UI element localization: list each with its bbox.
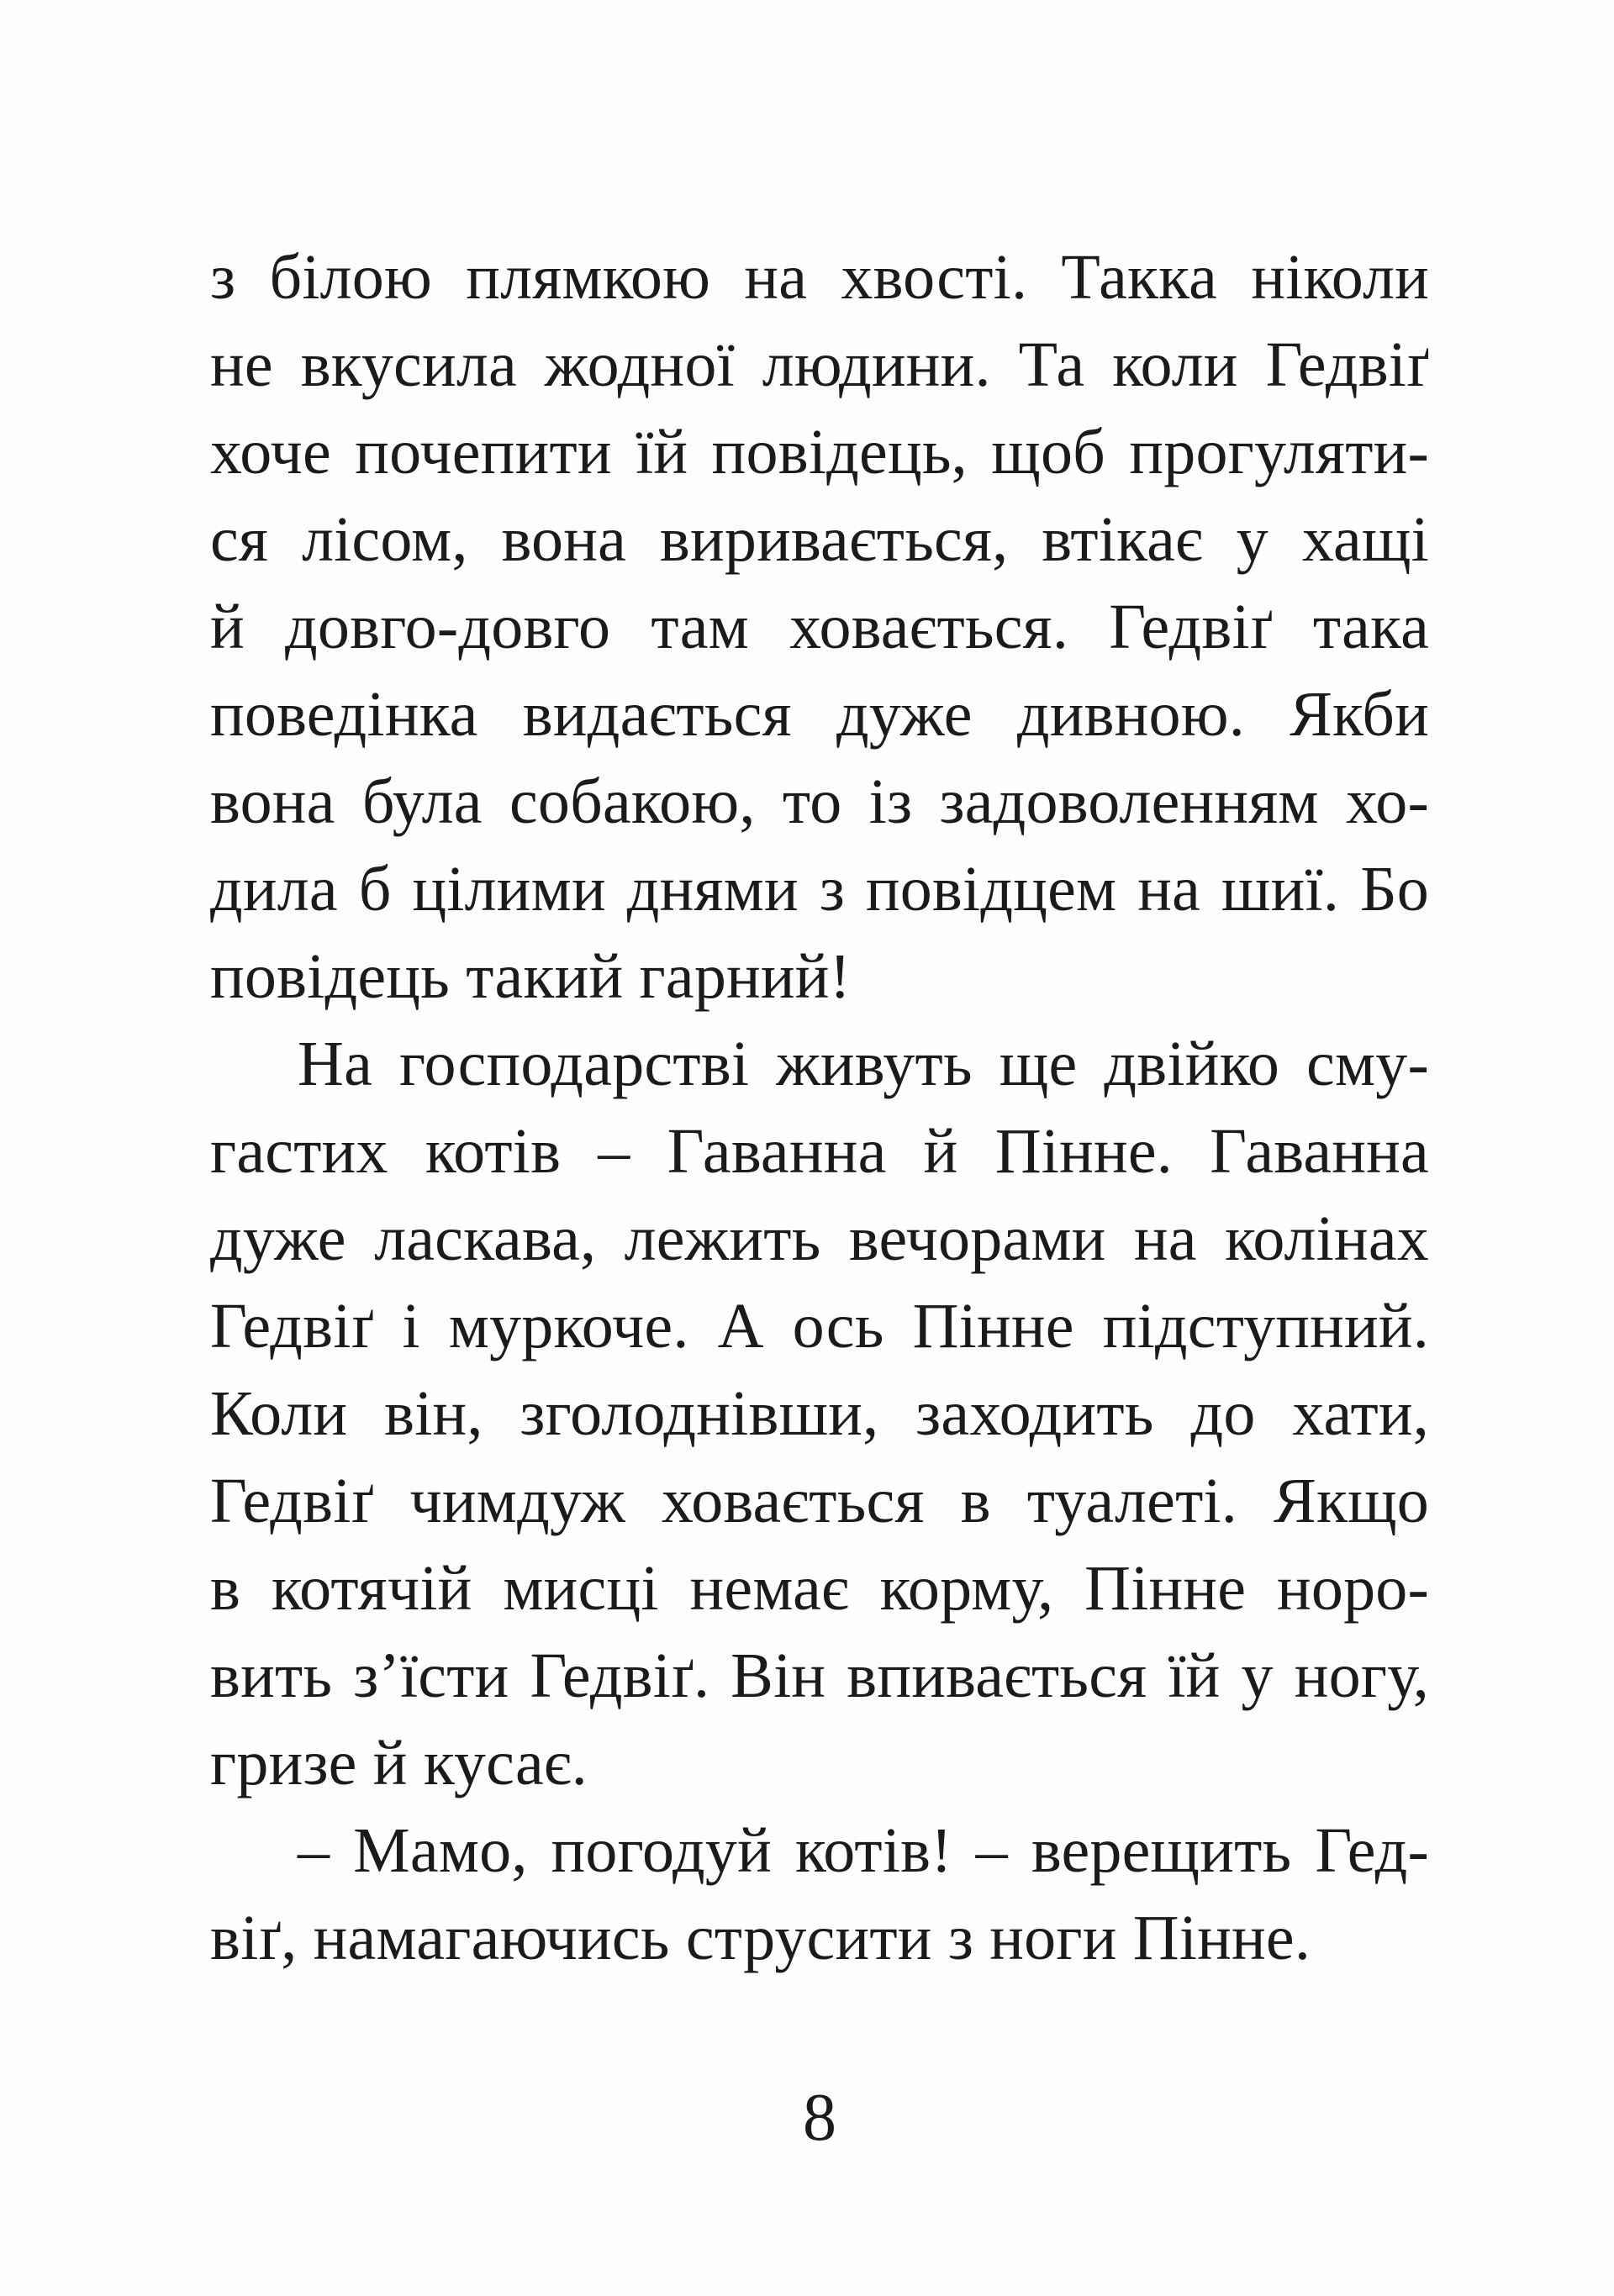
text-line: з білою плямкою на хвості. Такка ніколи <box>210 242 1429 313</box>
text-line: хоче почепити їй повідець, щоб прогуляти- <box>210 417 1429 487</box>
text-line: не вкусила жодної людини. Та коли Гедвіґ <box>210 329 1429 400</box>
paragraph <box>210 1807 1429 1982</box>
page-number: 8 <box>803 2081 836 2155</box>
text-line: Гедвіґ чимдуж ховається в туалеті. Якщо <box>210 1466 1429 1536</box>
text-line: дила б цілими днями з повідцем на шиї. Бо <box>210 854 1429 924</box>
text-line: віґ, намагаючись струсити з ноги Пінне. <box>210 1903 1311 1973</box>
text-line: На господарстві живуть ще двійко сму- <box>298 1029 1429 1099</box>
text-line: гастих котів – Гаванна й Пінне. Гаванна <box>210 1116 1429 1187</box>
text-line: ся лісом, вона виривається, втікає у хащі <box>210 504 1429 575</box>
text-line: повідець такий гарний! <box>210 941 852 1012</box>
text-line: гризе й кусає. <box>210 1728 588 1798</box>
text-line: в котячій мисці немає корму, Пінне норо- <box>210 1553 1429 1624</box>
text-line: – Мамо, погодуй котів! – верещить Гед- <box>298 1815 1429 1886</box>
text-line: поведінка видається дуже дивною. Якби <box>210 679 1429 750</box>
text-line: Гедвіґ і муркоче. А ось Пінне підступний. <box>210 1291 1429 1361</box>
text-line: вона була собакою, то із задоволенням хо- <box>210 766 1429 837</box>
paragraph <box>210 234 1429 1020</box>
paragraph <box>210 1020 1429 1807</box>
text-line: вить з’їсти Гедвіґ. Він впивається їй у ногу, <box>210 1640 1429 1711</box>
text-line: дуже ласкава, лежить вечорами на колінах <box>210 1203 1429 1274</box>
page-text <box>210 234 1429 1982</box>
text-line: й довго-довго там ховається. Гедвіґ така <box>210 592 1429 662</box>
text-line: Коли він, зголоднівши, заходить до хати, <box>210 1378 1429 1449</box>
